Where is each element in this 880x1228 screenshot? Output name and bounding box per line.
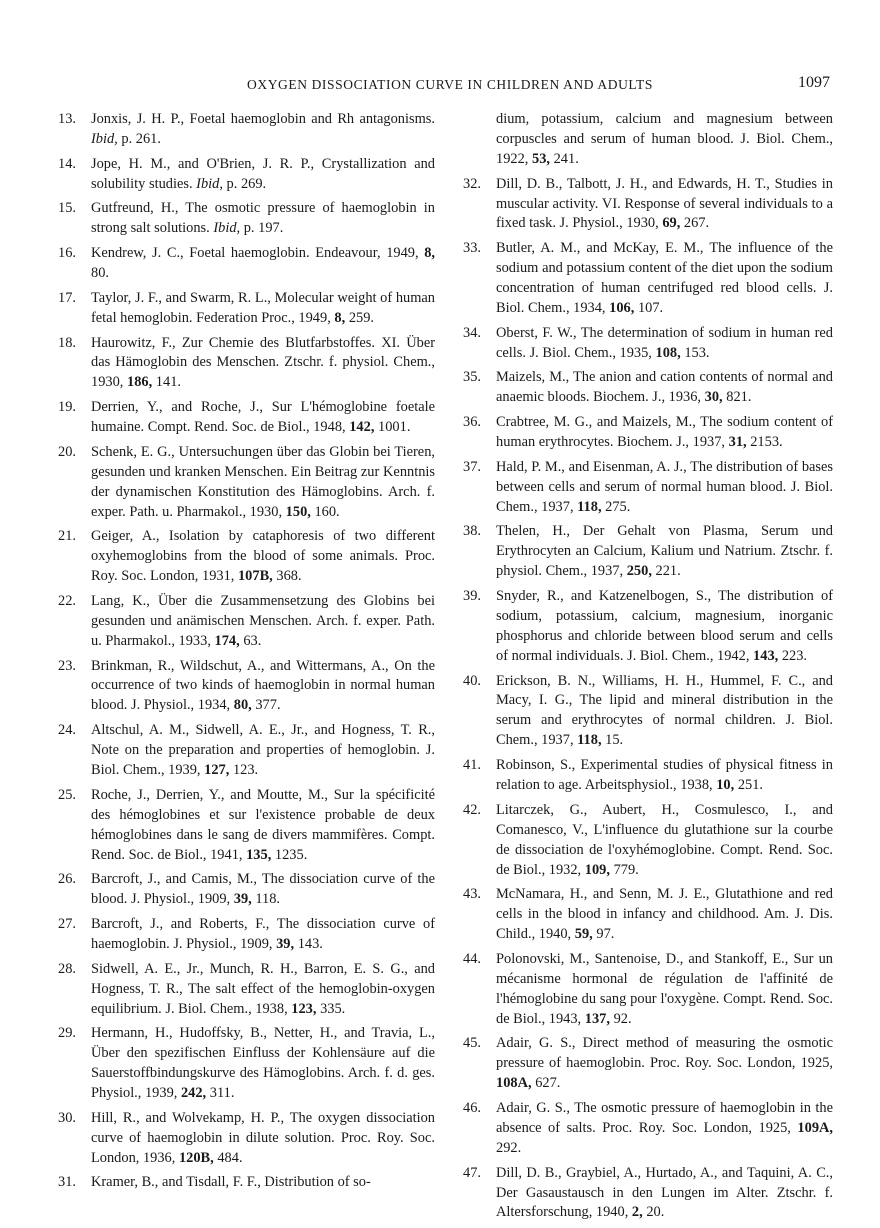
reference-volume: 127, <box>204 761 230 778</box>
reference-number: 44. <box>463 950 481 967</box>
reference-number: 13. <box>58 111 76 127</box>
reference-number: 38. <box>463 523 481 540</box>
reference-number: 35. <box>463 369 481 386</box>
reference-text: Lang, K., Über die Zusammensetzung des Globins bei gesunden und anämischen Menschen. Arch. f. exper. Path. u. Pharmakol., 1933, <box>91 592 435 649</box>
reference-text: Roche, J., Derrien, Y., and Moutte, M., Sur la spécificité des hémoglobines et sur l'existence probable de deux hémoglobines dans le sang de divers mammifères. Compt. Rend. Soc. de Biol., 1941, <box>91 786 435 863</box>
reference-text: Erickson, B. N., Williams, H. H., Hummel, F. C., and Macy, I. G., The lipid and mineral distribution in the serum and erythrocytes of normal children. J. Biol. Chem., 1937, <box>496 672 833 749</box>
reference-text: Oberst, F. W., The determination of sodium in human red cells. J. Biol. Chem., 1935, <box>496 324 833 361</box>
reference-pages: 63. <box>243 632 262 649</box>
reference-volume: 142, <box>349 419 375 436</box>
reference-number: 42. <box>463 801 481 818</box>
reference-pages: 267. <box>683 215 710 232</box>
reference-text: Adair, G. S., The osmotic pressure of haemoglobin in the absence of salts. Proc. Roy. Soc. London, 1925, <box>496 1100 833 1136</box>
reference-text: Gutfreund, H., The osmotic pressure of haemoglobin in strong salt solutions. <box>91 200 435 237</box>
reference-text: Hill, R., and Wolvekamp, H. P., The oxygen dissociation curve of haemoglobin in dilute solution. Proc. Roy. Soc. London, 1936, <box>91 1109 435 1166</box>
reference-text: Polonovski, M., Santenoise, D., and Stankoff, E., Sur un mécanisme hormonal de régulation de l'affinité de l'hémoglobine du sang pour l'oxygène. Compt. Rend. Soc. de Biol., 1943, <box>496 950 833 1027</box>
reference-text: McNamara, H., and Senn, M. J. E., Glutathione and red cells in the blood in infancy and childhood. Am. J. Dis. Child., 1940, <box>496 886 833 943</box>
reference-entry <box>58 443 435 523</box>
reference-text: Barcroft, J., and Camis, M., The dissociation curve of the blood. J. Physiol., 1909, <box>91 871 435 908</box>
reference-number: 23. <box>58 657 76 674</box>
reference-number: 47. <box>463 1164 481 1181</box>
reference-pages: 223. <box>781 647 808 664</box>
reference-volume: 31, <box>728 434 747 451</box>
reference-text: dium, potassium, calcium and magnesium between corpuscles and serum of human blood. J. Biol. Chem., 1922, <box>496 111 833 167</box>
reference-text: Barcroft, J., and Roberts, F., The dissociation curve of haemoglobin. J. Physiol., 1909, <box>91 916 435 952</box>
reference-ibid: Ibid, <box>213 220 241 237</box>
reference-text: Dill, D. B., Graybiel, A., Hurtado, A., and Taquini, A. C., Der Gasaustausch in den Lungen im Alter. Ztschr. f. Altersforschung, 1940, <box>496 1164 833 1221</box>
reference-entry <box>58 915 435 955</box>
reference-entry <box>58 398 435 438</box>
page-number: 1097 <box>798 74 830 91</box>
reference-ibid: Ibid, <box>196 175 223 192</box>
reference-pages: 123. <box>232 761 259 778</box>
reference-number: 43. <box>463 886 481 903</box>
reference-volume: 107B, <box>237 568 273 585</box>
reference-text: Taylor, J. F., and Swarm, R. L., Molecular weight of human fetal hemoglobin. Federation Proc., 1949, <box>91 289 435 326</box>
reference-entry <box>58 527 435 587</box>
reference-entry <box>463 175 833 235</box>
reference-pages: 311. <box>209 1085 235 1102</box>
reference-volume: 106, <box>609 299 635 316</box>
reference-volume: 8, <box>334 309 346 326</box>
reference-text: Kendrew, J. C., Foetal haemoglobin. Endeavour, 1949, <box>91 245 419 262</box>
reference-pages: 153. <box>684 344 710 361</box>
reference-number: 37. <box>463 458 481 475</box>
reference-volume: 8, <box>424 245 435 262</box>
reference-number: 19. <box>58 399 76 416</box>
reference-volume: 143, <box>753 647 779 664</box>
reference-volume: 137, <box>584 1010 610 1027</box>
reference-text: Sidwell, A. E., Jr., Munch, R. H., Barron, E. S. G., and Hogness, T. R., The salt effect of the hemoglobin-oxygen equilibrium. J. Biol. Chem., 1938, <box>91 960 435 1017</box>
reference-number: 24. <box>58 722 76 739</box>
reference-number: 46. <box>463 1100 481 1117</box>
reference-entry <box>58 155 435 195</box>
reference-entry <box>463 1034 833 1094</box>
reference-text: Haurowitz, F., Zur Chemie des Blutfarbstoffes. XI. Über das Hämoglobin des Menschen. Ztschr. f. physiol. Chem., 1930, <box>91 334 435 391</box>
references-right-column <box>463 110 833 1228</box>
reference-continuation <box>463 110 833 170</box>
reference-text: Kramer, B., and Tisdall, F. F., Distribution of so- <box>91 1174 371 1191</box>
reference-volume: 174, <box>214 632 240 649</box>
reference-text: Hald, P. M., and Eisenman, A. J., The distribution of bases between cells and serum of normal human blood. J. Biol. Chem., 1937, <box>496 458 833 515</box>
reference-number: 25. <box>58 786 76 803</box>
reference-text: Adair, G. S., Direct method of measuring the osmotic pressure of haemoglobin. Proc. Roy. Soc. London, 1925, <box>496 1035 833 1072</box>
reference-entry <box>463 324 833 364</box>
reference-text: Altschul, A. M., Sidwell, A. E., Jr., and Hogness, T. R., Note on the preparation and properties of hemoglobin. J. Biol. Chem., 1939, <box>91 722 435 778</box>
reference-text: Snyder, R., and Katzenelbogen, S., The distribution of sodium, potassium, calcium, magnesium, inorganic phosphorus and chloride between blood serum and cells of normal individuals. J. Biol. Chem., 1942, <box>496 588 833 664</box>
reference-entry <box>58 786 435 866</box>
reference-pages: 92. <box>613 1010 632 1027</box>
reference-pages: p. 269. <box>226 175 267 192</box>
page-header <box>70 74 830 96</box>
reference-volume: 186, <box>127 374 153 391</box>
reference-pages: 275. <box>605 498 631 515</box>
reference-pages: p. 261. <box>121 130 161 147</box>
reference-number: 30. <box>58 1109 76 1126</box>
reference-pages: 368. <box>276 568 302 585</box>
reference-volume: 250, <box>626 563 652 580</box>
reference-number: 20. <box>58 443 76 460</box>
reference-entry <box>463 368 833 408</box>
reference-text: Dill, D. B., Talbott, J. H., and Edwards, H. T., Studies in muscular activity. VI. Response of several individuals to a fixed task. J. Physiol., 1930, <box>496 175 833 232</box>
reference-text: Jonxis, J. H. P., Foetal haemoglobin and Rh antagonisms. <box>91 111 435 127</box>
reference-entry <box>58 721 435 781</box>
reference-entry <box>58 657 435 717</box>
reference-entry <box>463 522 833 582</box>
reference-volume: 59, <box>574 926 593 943</box>
reference-pages: 259. <box>348 309 374 326</box>
reference-entry <box>58 592 435 652</box>
reference-text: Butler, A. M., and McKay, E. M., The influence of the sodium and potassium content of the diet upon the sodium concentration of human centrifuged red blood cells. J. Biol. Chem., 1934, <box>496 240 833 316</box>
reference-number: 41. <box>463 757 481 774</box>
reference-text: Crabtree, M. G., and Maizels, M., The sodium content of human erythrocytes. Biochem. J., 1937, <box>496 414 833 451</box>
reference-number: 26. <box>58 871 76 888</box>
reference-volume: 69, <box>662 215 681 232</box>
reference-pages: 627. <box>535 1075 561 1092</box>
reference-pages: 118. <box>255 891 281 908</box>
reference-number: 21. <box>58 528 76 545</box>
reference-text: Maizels, M., The anion and cation contents of normal and anaemic bloods. Biochem. J., 1936, <box>496 369 833 406</box>
reference-pages: 141. <box>155 374 181 391</box>
reference-entry <box>463 672 833 752</box>
reference-volume: 118, <box>577 732 602 749</box>
reference-entry <box>58 1173 435 1193</box>
reference-text: Hermann, H., Hudoffsky, B., Netter, H., and Travia, L., Über den spezifischen Einfluss der Kohlensäure auf die Sauerstoffbindungskurve des Hämoglobins. Arch. f. d. ges. Physiol., 1939, <box>91 1025 435 1102</box>
reference-entry <box>58 289 435 329</box>
reference-pages: 484. <box>217 1149 243 1166</box>
reference-pages: 160. <box>314 503 340 520</box>
reference-text: Geiger, A., Isolation by cataphoresis of two different oxyhemoglobins from the blood of some animals. Proc. Roy. Soc. London, 1931, <box>91 528 435 585</box>
reference-entry <box>463 587 833 667</box>
reference-pages: 241. <box>553 150 579 167</box>
reference-entry <box>463 950 833 1030</box>
reference-number: 33. <box>463 240 481 257</box>
references-left-column <box>58 110 435 1198</box>
reference-volume: 109, <box>584 861 610 878</box>
reference-number: 40. <box>463 672 481 689</box>
reference-entry <box>58 244 435 284</box>
reference-entry <box>58 110 435 150</box>
reference-entry <box>463 413 833 453</box>
reference-pages: 97. <box>596 926 615 943</box>
reference-number: 17. <box>58 289 76 306</box>
reference-volume: 53, <box>532 150 550 167</box>
reference-number: 16. <box>58 245 76 262</box>
reference-pages: p. 197. <box>243 220 284 237</box>
reference-pages: 335. <box>320 1000 346 1017</box>
reference-volume: 108, <box>655 344 681 361</box>
reference-volume: 109A, <box>797 1119 833 1136</box>
reference-text: Litarczek, G., Aubert, H., Cosmulesco, I., and Comanesco, V., L'influence du glutathione sur la courbe de dissociation de l'oxyhémoglobine. Compt. Rend. Soc. de Biol., 1932, <box>496 801 833 878</box>
reference-number: 27. <box>58 916 76 932</box>
reference-ibid: Ibid, <box>91 130 118 147</box>
reference-text: Derrien, Y., and Roche, J., Sur L'hémoglobine foetale humaine. Compt. Rend. Soc. de Biol., 1948, <box>91 399 435 436</box>
reference-volume: 120B, <box>178 1149 214 1166</box>
reference-pages: 107. <box>637 299 664 316</box>
reference-pages: 251. <box>737 777 764 793</box>
reference-pages: 779. <box>613 861 639 878</box>
reference-pages: 1235. <box>274 846 308 863</box>
reference-entry <box>58 960 435 1020</box>
reference-volume: 30, <box>704 389 723 406</box>
reference-text: Brinkman, R., Wildschut, A., and Wittermans, A., On the occurrence of two kinds of haemoglobin in normal human blood. J. Physiol., 1934, <box>91 657 435 714</box>
reference-entry <box>58 1024 435 1104</box>
reference-number: 32. <box>463 175 481 192</box>
reference-entry <box>58 870 435 910</box>
reference-volume: 39, <box>276 935 295 952</box>
reference-number: 39. <box>463 588 481 605</box>
reference-number: 31. <box>58 1174 76 1191</box>
reference-pages: 15. <box>605 732 624 749</box>
reference-pages: 221. <box>655 563 681 580</box>
reference-volume: 10, <box>716 777 735 793</box>
reference-entry <box>463 801 833 881</box>
reference-pages: 292. <box>496 1139 522 1156</box>
reference-number: 29. <box>58 1025 76 1042</box>
reference-entry <box>463 239 833 319</box>
reference-text: Jope, H. M., and O'Brien, J. R. P., Crystallization and solubility studies. <box>91 155 435 192</box>
reference-number: 18. <box>58 334 76 351</box>
reference-number: 36. <box>463 414 481 431</box>
reference-text: Thelen, H., Der Gehalt von Plasma, Serum und Erythrocyten an Calcium, Kalium und Natrium. Ztschr. f. physiol. Chem., 1937, <box>496 523 833 580</box>
reference-entry <box>58 199 435 239</box>
reference-number: 22. <box>58 592 76 609</box>
reference-number: 15. <box>58 200 76 217</box>
reference-volume: 108A, <box>496 1075 532 1092</box>
reference-volume: 123, <box>291 1000 317 1017</box>
reference-entry <box>463 458 833 518</box>
reference-volume: 118, <box>577 498 602 515</box>
reference-entry <box>58 334 435 394</box>
reference-number: 34. <box>463 324 481 341</box>
reference-volume: 150, <box>285 503 311 520</box>
reference-entry <box>58 1109 435 1169</box>
reference-volume: 135, <box>246 846 272 863</box>
reference-pages: 143. <box>297 935 323 952</box>
reference-volume: 39, <box>233 891 252 908</box>
reference-volume: 2, <box>631 1204 643 1221</box>
reference-pages: 377. <box>255 697 281 714</box>
reference-volume: 80, <box>233 697 252 714</box>
reference-text: Robinson, S., Experimental studies of physical fitness in relation to age. Arbeitsphysiol., 1938, <box>496 757 833 793</box>
reference-pages: 20. <box>646 1204 665 1221</box>
reference-number: 28. <box>58 960 76 977</box>
running-title: OXYGEN DISSOCIATION CURVE IN CHILDREN AND ADULTS <box>247 77 653 92</box>
reference-number: 45. <box>463 1035 481 1052</box>
reference-pages: 1001. <box>378 419 411 436</box>
reference-entry <box>463 756 833 796</box>
reference-number: 14. <box>58 155 76 172</box>
reference-pages: 2153. <box>750 434 783 451</box>
reference-volume: 242, <box>180 1085 207 1102</box>
reference-pages: 80. <box>91 265 109 282</box>
reference-text: Schenk, E. G., Untersuchungen über das Globin bei Tieren, gesunden und kranken Menschen. Ein Beitrag zur Kenntnis der dynamischen Konstitution des Hämoglobins. Arch. f. exper. Path. u. Pharmakol., 1930, <box>91 443 435 520</box>
reference-entry <box>463 1164 833 1224</box>
reference-entry <box>463 885 833 945</box>
reference-entry <box>463 1099 833 1159</box>
reference-pages: 821. <box>726 389 752 406</box>
